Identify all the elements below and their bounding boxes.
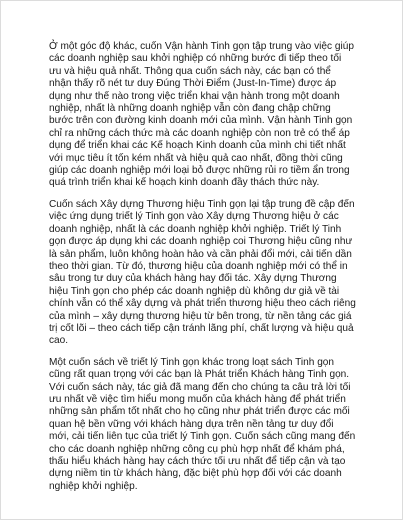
paragraph-lean-operations: Ở một góc độ khác, cuốn Vận hành Tinh gọn tập trung vào việc giúp các doanh nghiệp sau khởi nghiệp có những bước đi tiếp theo tối ưu và hiệu quả nhất. Thông qua cuốn sách này, các bạn có thể nhận thấy rõ nét tư duy Đúng Thời Điểm (Just-In-Time) được áp dụng như thế nào trong việc triển khai vận hành trong một doanh nghiệp, nhất là những doanh nghiệp vẫn còn đang chập chững bước trên con đường kinh doanh mới của mình. Vận hành Tinh gọn chỉ ra những cách thức mà các doanh nghiệp còn non trẻ có thể áp dụng để triển khai các Kế hoạch Kinh doanh của mình chi tiết nhất với mục tiêu ít tốn kém nhất và hiệu quả cao nhất, đồng thời cũng giúp các doanh nghiệp mới loại bỏ được những rủi ro tiềm ẩn trong quá trình triển khai kế hoạch kinh doanh đầy thách thức này.	[49, 41, 354, 189]
document-body	[49, 41, 356, 502]
paragraph-lean-branding: Cuốn sách Xây dựng Thương hiệu Tinh gọn lại tập trung đề cập đến việc ứng dụng triết lý Tinh gọn vào Xây dựng Thương hiệu ở các doanh nghiệp, nhất là các doanh nghiệp khởi nghiệp. Triết lý Tinh gọn được áp dụng khi các doanh nghiệp coi Thương hiệu cũng như là sản phẩm, luôn không hoàn hảo và cần phải đổi mới, cải tiến dần theo thời gian. Từ đó, thương hiệu của doanh nghiệp mới có thể in sâu trong tư duy của khách hàng hay đối tác. Xây dựng Thương hiệu Tinh gọn cho phép các doanh nghiệp dù không dư giả về tài chính vẫn có thể xây dựng và phát triển thương hiệu theo cách riêng của mình – xây dựng thương hiệu từ bên trong, từ nền tảng các giá trị cốt lõi – theo cách tiếp cận tránh lãng phí, chất lượng và hiệu quả cao.	[49, 198, 356, 347]
paragraph-lean-customer-development: Một cuốn sách về triết lý Tinh gọn khác trong loạt sách Tinh gọn cũng rất quan trọng với các bạn là Phát triển Khách hàng Tinh gọn. Với cuốn sách này, tác giả đã mang đến cho chúng ta câu trả lời tối ưu nhất về việc tìm hiểu mong muốn của khách hàng để phát triển những sản phẩm tốt nhất cho họ cũng như phát triển được các mối quan hệ bền vững với khách hàng dựa trên nền tảng tư duy đổi mới, cải tiến liên tục của triết lý Tinh gọn. Cuốn sách cũng mang đến cho các doanh nghiệp những công cụ phù hợp nhất để khám phá, thấu hiểu khách hàng hay cách thức tối ưu nhất để tiếp cận và tạo dựng niềm tin từ khách hàng, đặc biệt phù hợp đối với các doanh nghiệp khởi nghiệp.	[49, 356, 356, 492]
